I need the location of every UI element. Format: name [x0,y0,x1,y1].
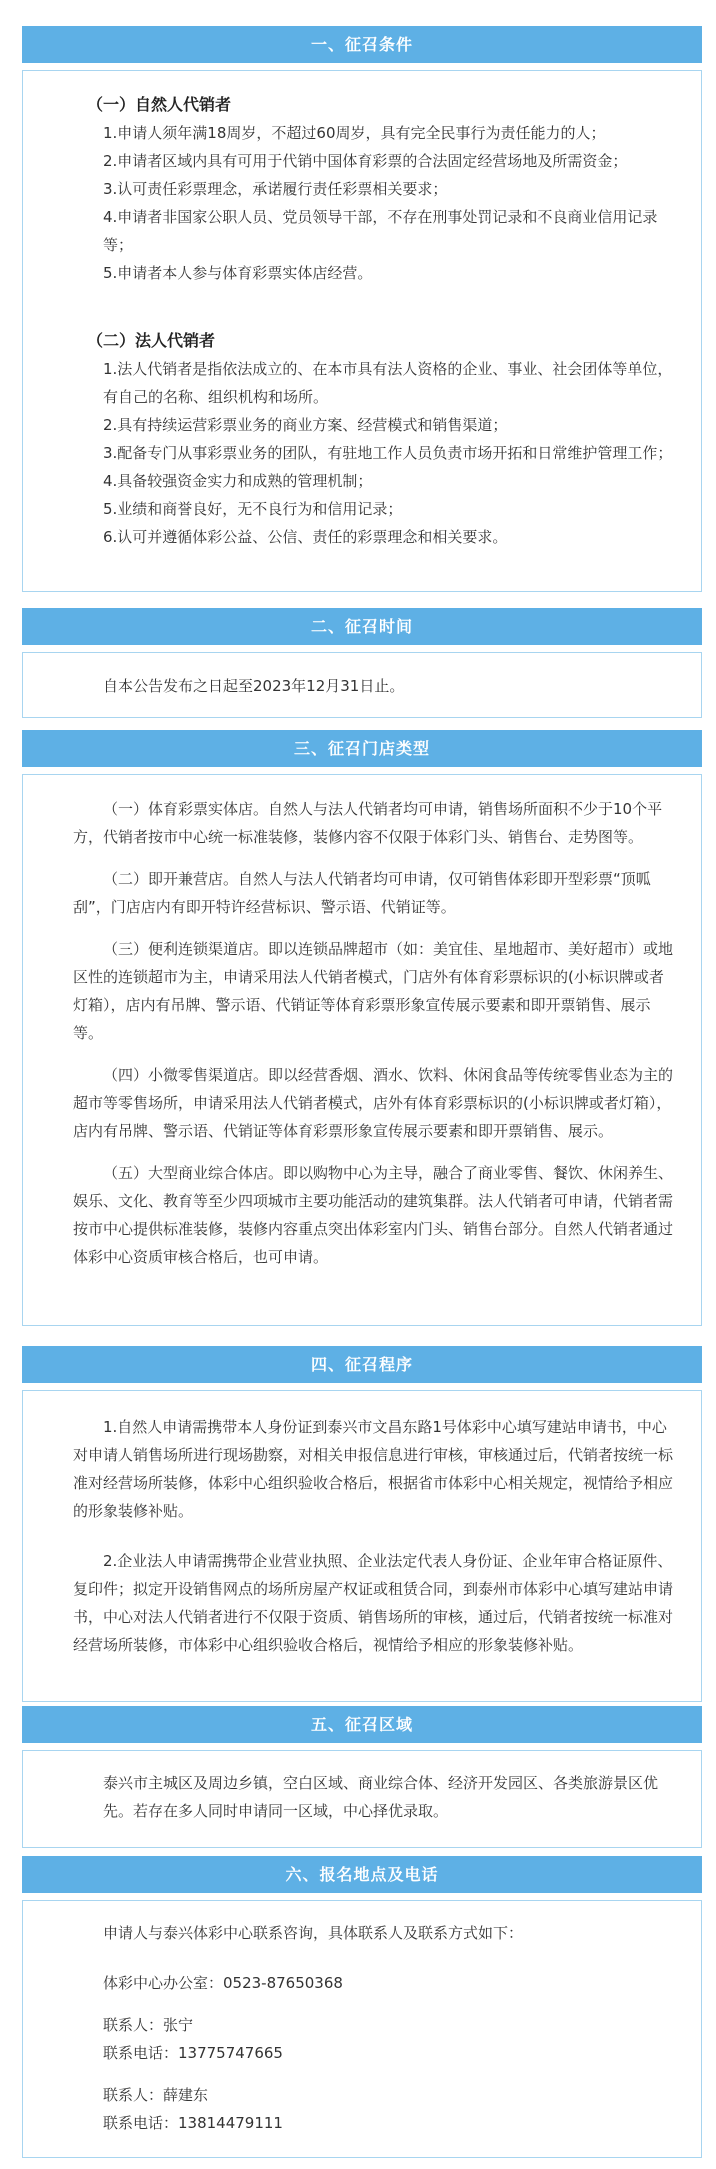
section-body-procedure [22,1390,702,1702]
section-header-conditions: 一、征召条件 [22,26,702,63]
list-item: 1.法人代销者是指依法成立的、在本市具有法人资格的企业、事业、社会团体等单位，有自己的名称、组织机构和场所。 [103,360,673,406]
paragraph: （四）小微零售渠道店。即以经营香烟、酒水、饮料、休闲食品等传统零售业态为主的超市等零售场所，申请采用法人代销者模式，店外有体育彩票标识的(小标识牌或者灯箱），店内有吊牌、警示语、代销证等体育彩票形象宣传展示要素和即开票销售、展示。 [73,1066,674,1140]
section-header-contact: 六、报名地点及电话 [22,1856,702,1893]
list-item: 6.认可并遵循体彩公益、公信、责任的彩票理念和相关要求。 [103,528,508,546]
section-body-time [22,652,702,718]
contact-name: 联系人：张宁 [103,2016,194,2034]
paragraph: （二）即开兼营店。自然人与法人代销者均可申请，仅可销售体彩即开型彩票“顶呱刮”，门店店内有即开特许经营标识、警示语、代销证等。 [73,870,651,916]
subtitle-natural-person: （一）自然人代销者 [87,95,232,114]
section-body-store-types [22,774,702,1326]
list-item: 3.配备专门从事彩票业务的团队，有驻地工作人员负责市场开拓和日常维护管理工作； [103,444,673,462]
contact-phone: 联系电话：13814479111 [103,2114,283,2132]
list-item: 5.申请者本人参与体育彩票实体店经营。 [103,264,373,282]
section-body-contact [22,1900,702,2158]
paragraph: （一）体育彩票实体店。自然人与法人代销者均可申请，销售场所面积不少于10个平方，代销者按市中心统一标准装修，装修内容不仅限于体彩门头、销售台、走势图等。 [73,800,663,846]
period-text: 自本公告发布之日起至2023年12月31日止。 [103,677,405,695]
contact-intro: 申请人与泰兴体彩中心联系咨询，具体联系人及联系方式如下： [103,1924,524,1942]
section-body-region [22,1750,702,1848]
list-item: 3.认可责任彩票理念，承诺履行责任彩票相关要求； [103,180,448,198]
paragraph: （五）大型商业综合体店。即以购物中心为主导，融合了商业零售、餐饮、休闲养生、娱乐、文化、教育等至少四项城市主要功能活动的建筑集群。法人代销者可申请，代销者需按市中心提供标准装修，装修内容重点突出体彩室内门头、销售台部分。自然人代销者通过体彩中心资质审核合格后，也可申请。 [73,1164,674,1266]
section-header-store-types: 三、征召门店类型 [22,730,702,767]
paragraph: 1.自然人申请需携带本人身份证到泰兴市文昌东路1号体彩中心填写建站申请书，中心对申请人销售场所进行现场勘察，对相关申报信息进行审核，审核通过后，代销者按统一标准对经营场所装修，体彩中心组织验收合格后，根据省市体彩中心相关规定，视情给予相应的形象装修补贴。 [73,1418,674,1520]
list-item: 5.业绩和商誉良好，无不良行为和信用记录； [103,500,403,518]
section-header-procedure: 四、征召程序 [22,1346,702,1383]
paragraph: 2.企业法人申请需携带企业营业执照、企业法定代表人身份证、企业年审合格证原件、复印件；拟定开设销售网点的场所房屋产权证或租赁合同，到泰州市体彩中心填写建站申请书，中心对法人代销者进行不仅限于资质、销售场所的审核，通过后，代销者按统一标准对经营场所装修，市体彩中心组织验收合格后，视情给予相应的形象装修补贴。 [73,1552,674,1654]
list-item: 1.申请人须年满18周岁，不超过60周岁，具有完全民事行为责任能力的人； [103,124,606,142]
section-header-region: 五、征召区域 [22,1706,702,1743]
office-phone: 体彩中心办公室：0523-87650368 [103,1974,343,1992]
list-item: 4.申请者非国家公职人员、党员领导干部，不存在刑事处罚记录和不良商业信用记录等； [103,208,658,254]
contact-phone: 联系电话：13775747665 [103,2044,283,2062]
list-item: 4.具备较强资金实力和成熟的管理机制； [103,472,373,490]
region-text: 泰兴市主城区及周边乡镇，空白区域、商业综合体、经济开发园区、各类旅游景区优先。若存在多人同时申请同一区域，中心择优录取。 [103,1774,659,1820]
section-body-conditions [22,70,702,592]
contact-name: 联系人：薛建东 [103,2086,209,2104]
subtitle-legal-person: （二）法人代销者 [87,331,216,350]
paragraph: （三）便利连锁渠道店。即以连锁品牌超市（如：美宜佳、星地超市、美好超市）或地区性的连锁超市为主，申请采用法人代销者模式，门店外有体育彩票标识的(小标识牌或者灯箱），店内有吊牌、警示语、代销证等体育彩票形象宣传展示要素和即开票销售、展示等。 [73,940,674,1042]
list-item: 2.申请者区域内具有可用于代销中国体育彩票的合法固定经营场地及所需资金； [103,152,628,170]
section-header-time: 二、征召时间 [22,608,702,645]
list-item: 2.具有持续运营彩票业务的商业方案、经营模式和销售渠道； [103,416,508,434]
